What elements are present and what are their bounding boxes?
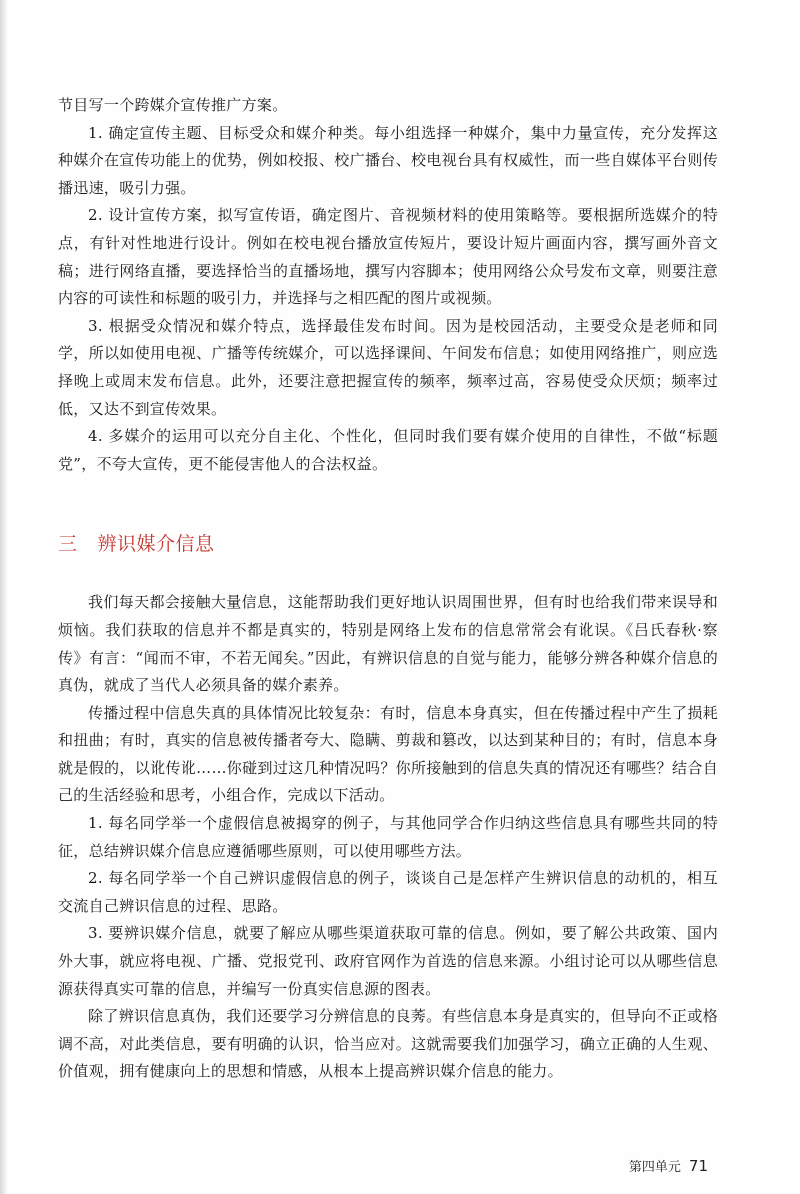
body-paragraph: 传播过程中信息失真的具体情况比较复杂：有时，信息本身真实，但在传播过程中产生了损耗和扭曲；有时，真实的信息被传播者夸大、隐瞒、剪裁和篡改，以达到某种目的；有时，信息本身就是假的，以讹传讹……你碰到过这几种情况吗？你所接触到的信息失真的情况还有哪些？结合自己的生活经验和思考，小组合作，完成以下活动。 [58, 703, 718, 805]
body-paragraph: 我们每天都会接触大量信息，这能帮助我们更好地认识周围世界，但有时也给我们带来误导和烦恼。我们获取的信息并不都是真实的，特别是网络上发布的信息常常会有讹误。《吕氏春秋·察传》有言：“闻而不审，不若无闻矣。”因此，有辨识信息的自觉与能力，能够分辨各种媒介信息的真伪，就成了当代人必须具备的媒介素养。 [58, 593, 718, 695]
intro-continuation: 节目写一个跨媒介宣传推广方案。 [58, 96, 288, 114]
activity-item: 2. 每名同学举一个自己辨识虚假信息的例子，谈谈自己是怎样产生辨识信息的动机的，相互交流自己辨识信息的过程、思路。 [58, 869, 718, 915]
section-number: 三 [58, 533, 78, 556]
page-edge-shadow [0, 0, 8, 1194]
step-paragraph: 3. 根据受众情况和媒介特点，选择最佳发布时间。因为是校园活动，主要受众是老师和同学，所以如使用电视、广播等传统媒介，可以选择课间、午间发布信息；如使用网络推广，则应选择晚上或周末发布信息。此外，还要注意把握宣传的频率，频率过高，容易使受众厌烦；频率过低，又达不到宣传效果。 [58, 316, 718, 418]
page-number: 71 [688, 1157, 708, 1175]
unit-label: 第四单元 [628, 1160, 681, 1175]
section-heading [58, 530, 718, 558]
activity-item: 1. 每名同学举一个虚假信息被揭穿的例子，与其他同学合作归纳这些信息具有哪些共同的特征，总结辨识媒介信息应遵循哪些原则，可以使用哪些方法。 [58, 814, 718, 860]
step-paragraph: 1. 确定宣传主题、目标受众和媒介种类。每小组选择一种媒介，集中力量宣传，充分发挥这种媒介在宣传功能上的优势，例如校报、校广播台、校电视台具有权威性，而一些自媒体平台则传播迅速，吸引力强。 [58, 123, 718, 197]
page-footer [629, 1156, 708, 1175]
section-title: 辨识媒介信息 [97, 533, 215, 556]
activity-item: 3. 要辨识媒介信息，就要了解应从哪些渠道获取可靠的信息。例如，要了解公共政策、国内外大事，就应将电视、广播、党报党刊、政府官网作为首选的信息来源。小组讨论可以从哪些信息源获得真实可靠的信息，并编写一份真实信息源的图表。 [58, 924, 718, 998]
body-paragraph: 除了辨识信息真伪，我们还要学习分辨信息的良莠。有些信息本身是真实的，但导向不正或格调不高，对此类信息，要有明确的认识，恰当应对。这就需要我们加强学习，确立正确的人生观、价值观，拥有健康向上的思想和情感，从根本上提高辨识媒介信息的能力。 [58, 1007, 718, 1081]
page-content [58, 92, 718, 1086]
step-paragraph: 4. 多媒介的运用可以充分自主化、个性化，但同时我们要有媒介使用的自律性，不做“标题党”，不夸大宣传，更不能侵害他人的合法权益。 [58, 427, 718, 473]
step-paragraph: 2. 设计宣传方案，拟写宣传语，确定图片、音视频材料的使用策略等。要根据所选媒介的特点，有针对性地进行设计。例如在校电视台播放宣传短片，要设计短片画面内容，撰写画外音文稿；进行网络直播，要选择恰当的直播场地，撰写内容脚本；使用网络公众号发布文章，则要注意内容的可读性和标题的吸引力，并选择与之相匹配的图片或视频。 [58, 206, 718, 308]
